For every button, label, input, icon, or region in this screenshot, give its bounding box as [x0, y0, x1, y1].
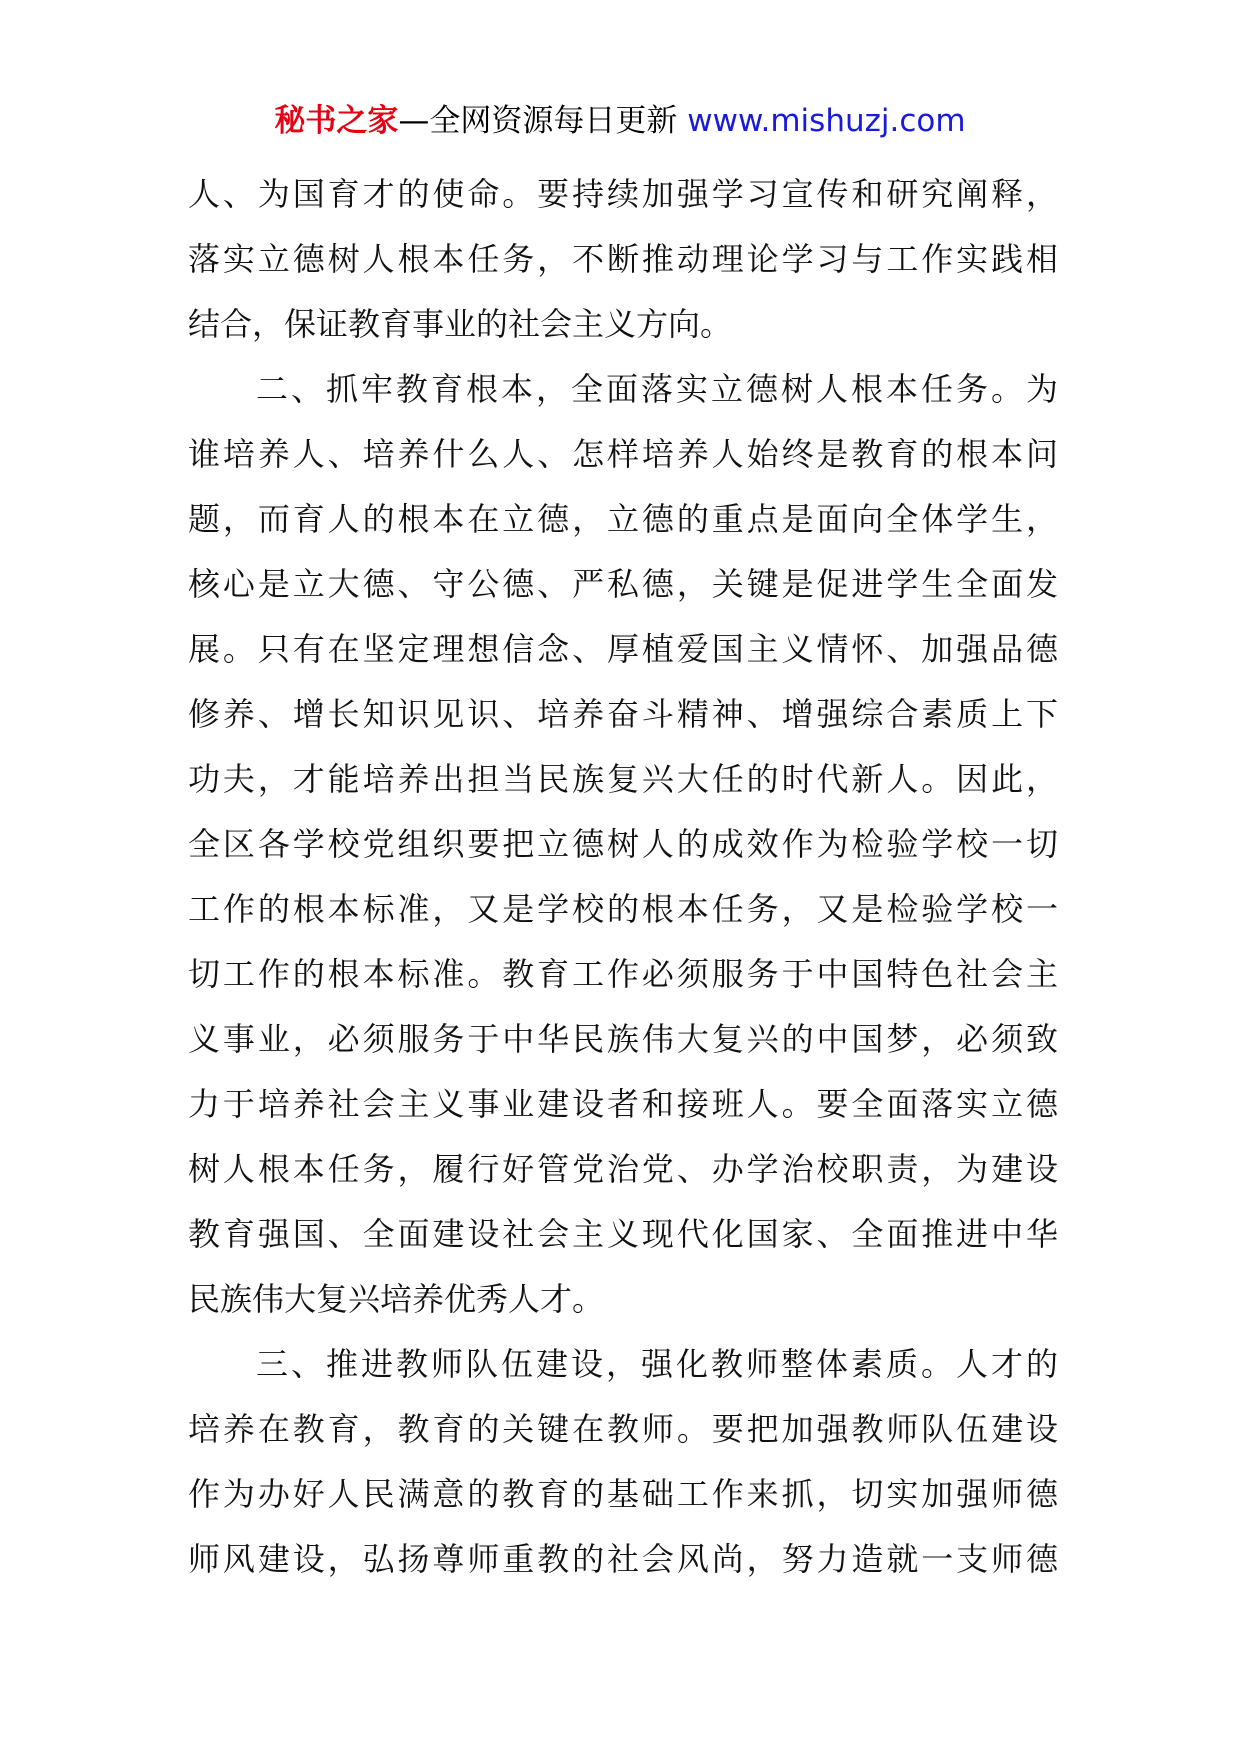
text-line: 人、为国育才的使命。要持续加强学习宣传和研究阐释， — [188, 175, 1058, 213]
text-line: 义事业，必须服务于中华民族伟大复兴的中国梦，必须致 — [188, 1020, 1058, 1058]
document-body — [188, 162, 1058, 1592]
text-line: 结合，保证教育事业的社会主义方向。 — [188, 305, 733, 343]
text-line: 修养、增长知识见识、培养奋斗精神、增强综合素质上下 — [188, 695, 1058, 733]
text-line: 作为办好人民满意的教育的基础工作来抓，切实加强师德 — [188, 1475, 1058, 1513]
text-line: 题，而育人的根本在立德，立德的重点是面向全体学生， — [188, 500, 1058, 538]
text-line: 培养在教育，教育的关键在教师。要把加强教师队伍建设 — [188, 1410, 1058, 1448]
text-line: 核心是立大德、守公德、严私德，关键是促进学生全面发 — [188, 565, 1058, 603]
text-line: 展。只有在坚定理想信念、厚植爱国主义情怀、加强品德 — [188, 630, 1058, 668]
text-line: 功夫，才能培养出担当民族复兴大任的时代新人。因此， — [188, 760, 1058, 798]
text-line: 谁培养人、培养什么人、怎样培养人始终是教育的根本问 — [188, 435, 1058, 473]
text-line: 全区各学校党组织要把立德树人的成效作为检验学校一切 — [188, 825, 1058, 863]
text-line: 师风建设，弘扬尊师重教的社会风尚，努力造就一支师德 — [188, 1540, 1058, 1578]
text-line: 民族伟大复兴培养优秀人才。 — [188, 1280, 605, 1318]
header-tagline: —全网资源每日更新 — [398, 103, 688, 139]
site-name: 秘书之家 — [274, 103, 399, 139]
text-line: 树人根本任务，履行好管党治党、办学治校职责，为建设 — [188, 1150, 1058, 1188]
text-line: 力于培养社会主义事业建设者和接班人。要全面落实立德 — [188, 1085, 1058, 1123]
text-line: 教育强国、全面建设社会主义现代化国家、全面推进中华 — [188, 1215, 1058, 1253]
text-line: 落实立德树人根本任务，不断推动理论学习与工作实践相 — [188, 240, 1058, 278]
section-heading-line: 三、推进教师队伍建设，强化教师整体素质。人才的 — [256, 1345, 1058, 1383]
text-line: 切工作的根本标准。教育工作必须服务于中国特色社会主 — [188, 955, 1058, 993]
site-url-link[interactable]: www.mishuzj.com — [687, 103, 966, 139]
page-header — [0, 98, 1240, 144]
text-line: 工作的根本标准，又是学校的根本任务，又是检验学校一 — [188, 890, 1058, 928]
section-heading-line: 二、抓牢教育根本，全面落实立德树人根本任务。为 — [256, 370, 1058, 408]
